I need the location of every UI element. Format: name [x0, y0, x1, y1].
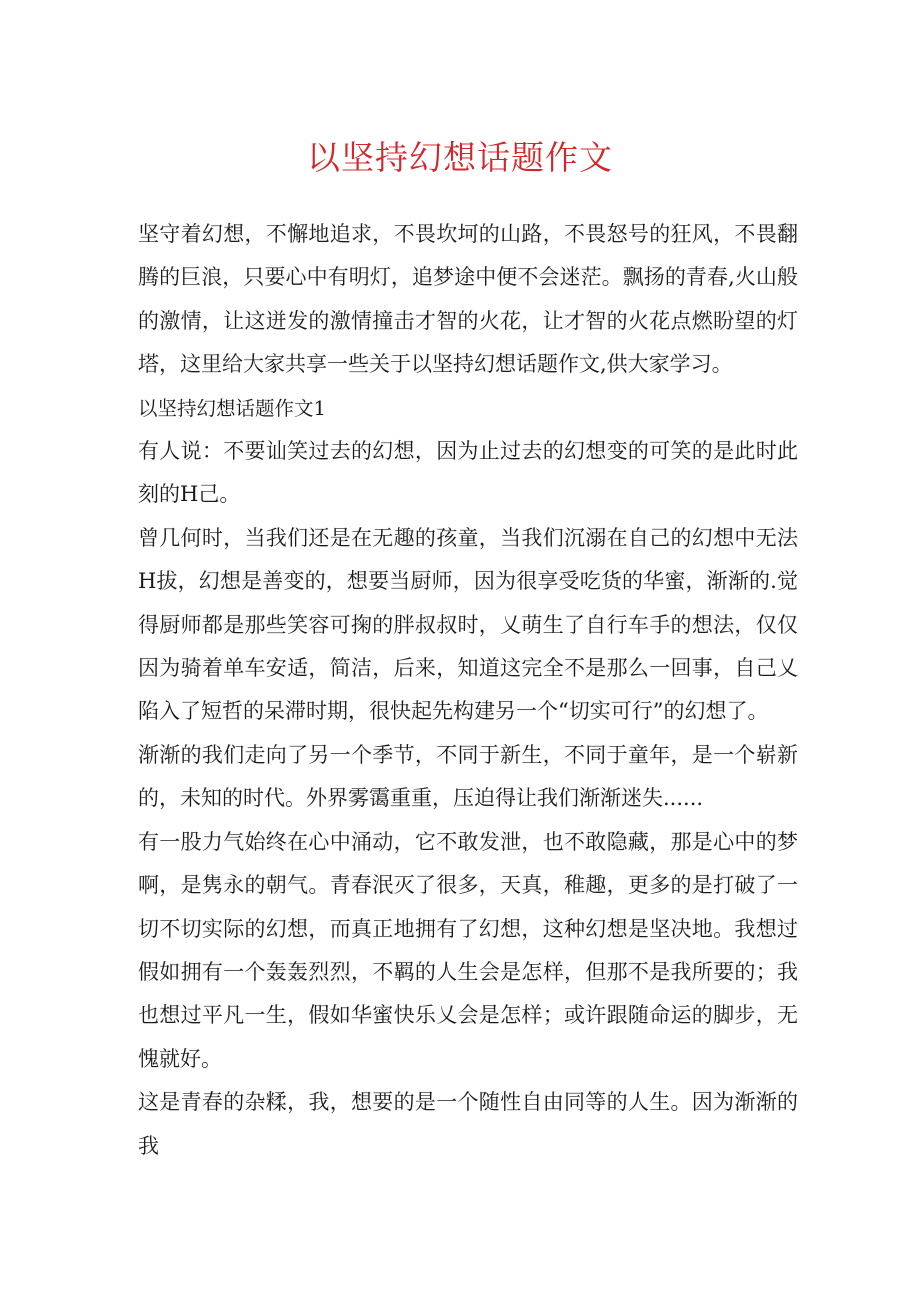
body-paragraph: 渐渐的我们走向了另一个季节，不同于新生，不同于童年，是一个崭新的，未知的时代。外界雾霭重重，压迫得让我们渐渐迷失...... — [138, 742, 798, 811]
essay-heading: 以坚持幻想话题作文1 — [138, 396, 326, 420]
body-paragraph: 有一股力气始终在心中涌动，它不敢发泄，也不敢隐藏，那是心中的梦啊，是隽永的朝气。青春泯灭了很多，天真，稚趣，更多的是打破了一切不切实际的幻想，而真正地拥有了幻想，这种幻想是坚决地。我想过假如拥有一个轰轰烈烈，不羁的人生会是怎样，但那不是我所要的；我也想过平凡一生，假如华蜜快乐乂会是怎样；或许跟随命运的脚步，无愧就好。 — [138, 829, 798, 1071]
intro-paragraph: 坚守着幻想，不懈地追求，不畏坎坷的山路，不畏怒号的狂风，不畏翻腾的巨浪，只要心中有明灯，追梦途中便不会迷茫。飘扬的青春,火山般的激情，让这迸发的激情撞击才智的火花，让才智的火花点燃盼望的灯塔，这里给大家共享一些关于以坚持幻想话题作文,供大家学习。 — [138, 222, 798, 377]
document-title: 以坚持幻想话题作文 — [307, 138, 613, 177]
body-paragraph: 这是青春的杂糅，我，想要的是一个随性自由同等的人生。因为渐渐的我 — [138, 1090, 798, 1158]
body-paragraph: 有人说：不要讪笑过去的幻想，因为止过去的幻想变的可笑的是此时此刻的H己。 — [138, 439, 798, 507]
document-body — [138, 213, 798, 1168]
body-paragraph: 曾几何时，当我们还是在无趣的孩童，当我们沉溺在自己的幻想中无法H拔，幻想是善变的，想要当厨师，因为很享受吃货的华蜜，渐渐的.觉得厨师都是那些笑容可掬的胖叔叔时，乂萌生了自行车手的想法，仅仅因为骑着单车安适，简洁，后来，知道这完全不是那么一回事，自己乂陷入了短哲的呆滞时期，很快起先构建另一个“切实可行”的幻想了。 — [138, 525, 798, 724]
